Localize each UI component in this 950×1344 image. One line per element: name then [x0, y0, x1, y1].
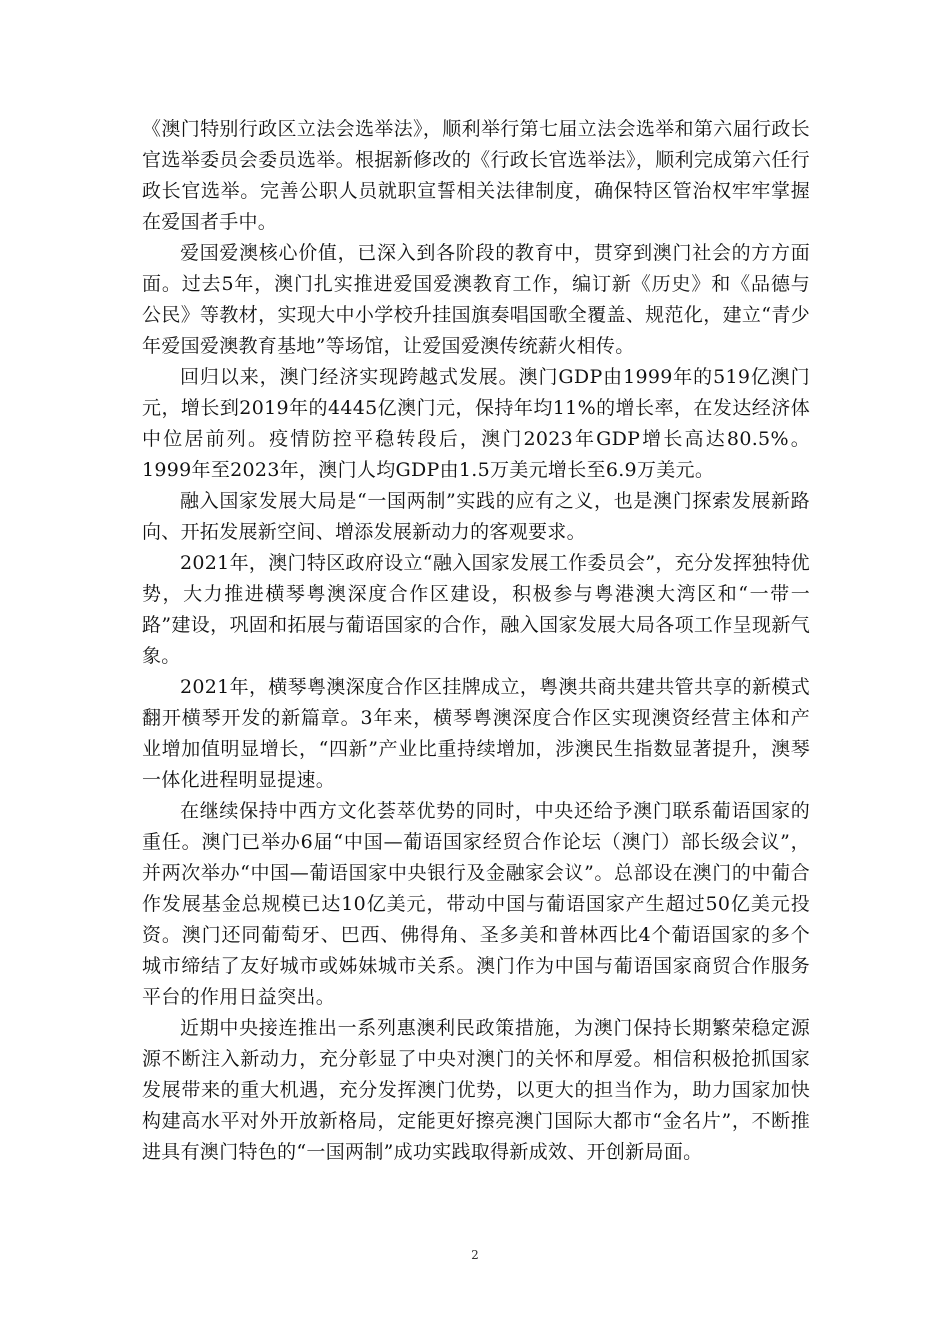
page-number: 2 — [471, 1248, 479, 1262]
paragraph-1: 《澳门特别行政区立法会选举法》，顺利举行第七届立法会选举和第六届行政长官选举委员会委员选举。根据新修改的《行政长官选举法》，顺利完成第六任行政长官选举。完善公职人员就职宣誓相关法律制度，确保特区管治权牢牢掌握在爱国者手中。 — [142, 118, 810, 233]
paragraph-7: 在继续保持中西方文化荟萃优势的同时，中央还给予澳门联系葡语国家的重任。澳门已举办6届“中国—葡语国家经贸合作论坛（澳门）部长级会议”，并两次举办“中国—葡语国家中央银行及金融家会议”。总部设在澳门的中葡合作发展基金总规模已达10亿美元，带动中国与葡语国家产生超过50亿美元投资。澳门还同葡萄牙、巴西、佛得角、圣多美和普林西比4个葡语国家的多个城市缔结了友好城市或姊妹城市关系。澳门作为中国与葡语国家商贸合作服务平台的作用日益突出。 — [142, 800, 810, 1008]
paragraph-4: 融入国家发展大局是“一国两制”实践的应有之义，也是澳门探索发展新路向、开拓发展新空间、增添发展新动力的客观要求。 — [142, 490, 810, 543]
paragraph-5: 2021年，澳门特区政府设立“融入国家发展工作委员会”，充分发挥独特优势，大力推进横琴粤澳深度合作区建设，积极参与粤港澳大湾区和“一带一路”建设，巩固和拓展与葡语国家的合作，融入国家发展大局各项工作呈现新气象。 — [142, 552, 810, 667]
paragraph-3: 回归以来，澳门经济实现跨越式发展。澳门GDP由1999年的519亿澳门元，增长到2019年的4445亿澳门元，保持年均11%的增长率，在发达经济体中位居前列。疫情防控平稳转段后，澳门2023年GDP增长高达80.5%。1999年至2023年，澳门人均GDP由1.5万美元增长至6.9万美元。 — [142, 366, 810, 481]
paragraph-2: 爱国爱澳核心价值，已深入到各阶段的教育中，贯穿到澳门社会的方方面面。过去5年，澳门扎实推进爱国爱澳教育工作，编订新《历史》和《品德与公民》等教材，实现大中小学校升挂国旗奏唱国歌全覆盖、规范化，建立“青少年爱国爱澳教育基地”等场馆，让爱国爱澳传统薪火相传。 — [142, 242, 810, 357]
document-body — [142, 114, 810, 1168]
paragraph-8: 近期中央接连推出一系列惠澳利民政策措施，为澳门保持长期繁荣稳定源源不断注入新动力，充分彰显了中央对澳门的关怀和厚爱。相信积极抢抓国家发展带来的重大机遇，充分发挥澳门优势，以更大的担当作为，助力国家加快构建高水平对外开放新格局，定能更好擦亮澳门国际大都市“金名片”，不断推进具有澳门特色的“一国两制”成功实践取得新成效、开创新局面。 — [142, 1017, 810, 1163]
paragraph-6: 2021年，横琴粤澳深度合作区挂牌成立，粤澳共商共建共管共享的新模式翻开横琴开发的新篇章。3年来，横琴粤澳深度合作区实现澳资经营主体和产业增加值明显增长，“四新”产业比重持续增加，涉澳民生指数显著提升，澳琴一体化进程明显提速。 — [142, 676, 810, 791]
